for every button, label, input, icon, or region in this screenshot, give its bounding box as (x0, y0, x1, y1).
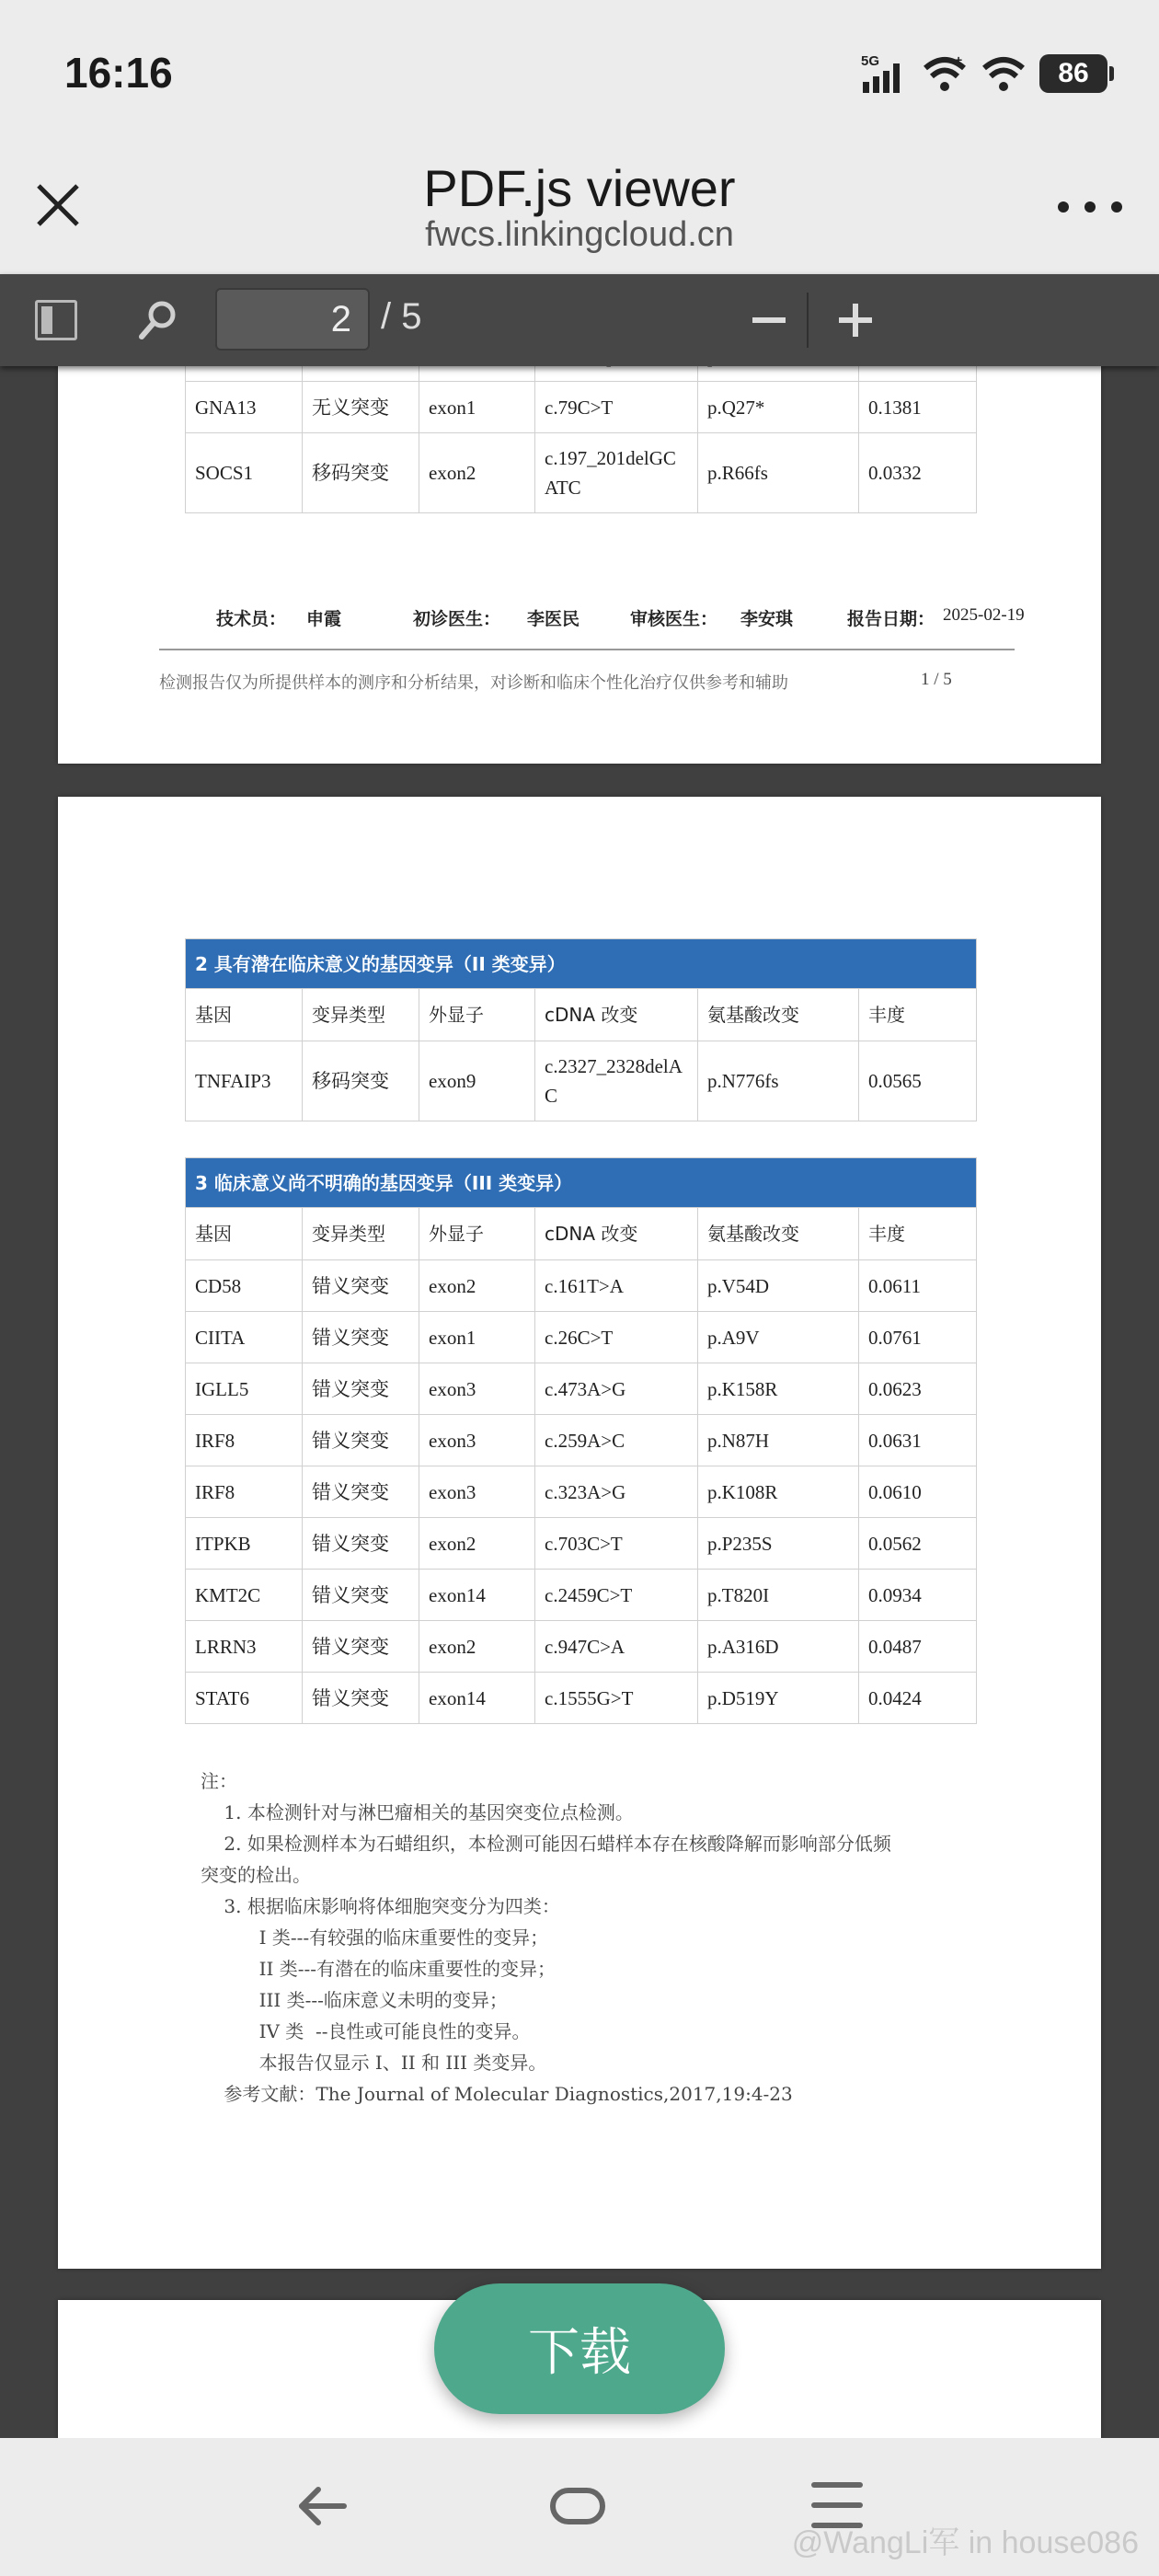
table-cell: c.947C>A (535, 1621, 698, 1673)
zoom-in-button[interactable] (832, 294, 883, 346)
table-cell: exon1 (419, 382, 535, 433)
table-cell: p.N776fs (698, 1041, 859, 1121)
table-cell: 错义突变 (303, 1570, 419, 1621)
table-cell: 错义突变 (303, 1673, 419, 1724)
table-cell: IGLL5 (186, 1363, 303, 1415)
footer-disclaimer: 检测报告仅为所提供样本的测序和分析结果，对诊断和临床个性化治疗仅供参考和辅助 (159, 673, 788, 693)
status-time: 16:16 (64, 49, 173, 97)
table-cell: p.Q27* (698, 382, 859, 433)
table-cell: p.A9V (698, 1312, 859, 1363)
table-header: 基因 (186, 1208, 303, 1260)
table-cell: IRF8 (186, 1415, 303, 1466)
table-cell: 移码突变 (303, 1041, 419, 1121)
table-cell: 0.0761 (859, 1312, 977, 1363)
page-url: fwcs.linkingcloud.cn (425, 215, 734, 254)
table-cell: exon1 (419, 1312, 535, 1363)
table-cell: SOCS1 (186, 433, 303, 513)
status-bar (0, 0, 1159, 147)
more-options-icon[interactable] (1058, 193, 1122, 221)
table-row (186, 1363, 977, 1415)
table-row (186, 1415, 977, 1466)
table-cell: 错义突变 (303, 1260, 419, 1312)
table-cell: c.79C>T (535, 382, 698, 433)
svg-text:5G: 5G (861, 53, 880, 69)
table-cell: p.T820I (698, 1570, 859, 1621)
table-cell: CIITA (186, 1312, 303, 1363)
table-cell: 错义突变 (303, 1518, 419, 1570)
table-header: 丰度 (859, 989, 977, 1041)
table-cell: ITPKB (186, 1518, 303, 1570)
note-line: 参考文献：The Journal of Molecular Diagnostics,2017,19:4-23 (201, 2083, 793, 2105)
report-notes (201, 1765, 1028, 2110)
note-line: II 类---有潜在的临床重要性的变异； (201, 1958, 557, 1980)
table-cell: c.26C>T (535, 1312, 698, 1363)
table-cell: exon9 (419, 1041, 535, 1121)
footer-divider (159, 649, 1015, 650)
table-cell: 0.0424 (859, 1673, 977, 1724)
download-button[interactable]: 下载 (434, 2283, 725, 2414)
table-cell: 0.1381 (859, 382, 977, 433)
wifi-icon (981, 53, 1027, 94)
table-cell: exon2 (419, 1518, 535, 1570)
home-icon[interactable] (550, 2488, 605, 2524)
section3-table (185, 1157, 977, 1724)
table-cell: p.R66fs (698, 433, 859, 513)
table-row (186, 1570, 977, 1621)
table-cell: c.197_201delGCATC (535, 433, 698, 513)
table-cell: exon2 (419, 433, 535, 513)
table-cell: p.D519Y (698, 1673, 859, 1724)
page-title: PDF.js viewer (423, 159, 736, 217)
battery-icon: 86 (1039, 54, 1107, 93)
table-cell: 错义突变 (303, 1312, 419, 1363)
table-cell: exon3 (419, 1363, 535, 1415)
note-line: 本报告仅显示 I、II 和 III 类变异。 (201, 2052, 547, 2074)
svg-text:+: + (955, 52, 963, 67)
table-cell: 0.0611 (859, 1260, 977, 1312)
table-header: 丰度 (859, 1208, 977, 1260)
wifi-calling-icon (922, 53, 968, 94)
back-icon[interactable] (293, 2477, 351, 2536)
table-header: 基因 (186, 989, 303, 1041)
table-cell: exon2 (419, 1621, 535, 1673)
pdf-page-1 (58, 329, 1101, 764)
table-cell: IRF8 (186, 1466, 303, 1518)
table-cell: p.K158R (698, 1363, 859, 1415)
table-header: 变异类型 (303, 1208, 419, 1260)
table-header: cDNA 改变 (535, 989, 698, 1041)
table-cell: 0.0623 (859, 1363, 977, 1415)
table-cell: exon2 (419, 1260, 535, 1312)
table-cell: 0.0934 (859, 1570, 977, 1621)
page-number-input[interactable]: 2 (215, 288, 370, 351)
table-cell: c.703C>T (535, 1518, 698, 1570)
initial-doctor-label: 初诊医生： (413, 609, 501, 629)
browser-title-bar (0, 147, 1159, 274)
table-cell: STAT6 (186, 1673, 303, 1724)
zoom-out-button[interactable] (745, 294, 797, 346)
section2-table (185, 938, 977, 1121)
table-cell: TNFAIP3 (186, 1041, 303, 1121)
table-cell: 0.0332 (859, 433, 977, 513)
system-nav-bar (0, 2438, 1159, 2576)
table-cell: 0.0631 (859, 1415, 977, 1466)
table-cell: c.473A>G (535, 1363, 698, 1415)
page-total: / 5 (381, 296, 422, 337)
table-cell: p.P235S (698, 1518, 859, 1570)
table-cell: LRRN3 (186, 1621, 303, 1673)
table-cell: 0.0487 (859, 1621, 977, 1673)
table-header: 外显子 (419, 1208, 535, 1260)
pdf-viewer[interactable] (0, 366, 1159, 2438)
section2-title: 2 具有潜在临床意义的基因变异（II 类变异） (186, 939, 977, 989)
status-icons (861, 52, 1107, 96)
tech-name: 申霞 (306, 609, 342, 629)
table-row (186, 1518, 977, 1570)
note-line: I 类---有较强的临床重要性的变异； (201, 1926, 549, 1949)
table-cell: KMT2C (186, 1570, 303, 1621)
table-cell: 错义突变 (303, 1363, 419, 1415)
note-line: 1. 本检测针对与淋巴瘤相关的基因突变位点检测。 (201, 1801, 634, 1823)
table-cell: GNA13 (186, 382, 303, 433)
table-cell: exon14 (419, 1570, 535, 1621)
table-cell: exon14 (419, 1673, 535, 1724)
table-cell: 0.0610 (859, 1466, 977, 1518)
toolbar-divider (807, 293, 809, 348)
note-line: IV 类 --良性或可能良性的变异。 (201, 2020, 531, 2042)
table-cell: 错义突变 (303, 1466, 419, 1518)
table-cell: 移码突变 (303, 433, 419, 513)
review-doctor-label: 审核医生： (630, 609, 718, 629)
table-cell: p.V54D (698, 1260, 859, 1312)
table-row (186, 1312, 977, 1363)
table-cell: p.A316D (698, 1621, 859, 1673)
table-cell: CD58 (186, 1260, 303, 1312)
initial-doctor-name: 李医民 (527, 609, 580, 629)
note-line: III 类---临床意义未明的变异； (201, 1989, 508, 2011)
table-cell: 无义突变 (303, 382, 419, 433)
sidebar-toggle-icon[interactable] (35, 300, 77, 340)
table-cell: c.2327_2328delAC (535, 1041, 698, 1121)
note-line: 3. 根据临床影响将体细胞突变分为四类： (201, 1895, 560, 1917)
table-cell: c.1555G>T (535, 1673, 698, 1724)
note-line: 突变的检出。 (201, 1864, 311, 1886)
table-row (186, 1260, 977, 1312)
table-cell: 0.0565 (859, 1041, 977, 1121)
table-header: cDNA 改变 (535, 1208, 698, 1260)
note-line: 2. 如果检测样本为石蜡组织，本检测可能因石蜡样本存在核酸降解而影响部分低频 (201, 1833, 891, 1855)
pdf-page-2 (58, 797, 1101, 2269)
table-cell: p.K108R (698, 1466, 859, 1518)
table-cell: c.259A>C (535, 1415, 698, 1466)
table-row (186, 1673, 977, 1724)
tech-label: 技术员： (216, 609, 287, 629)
table-header: 氨基酸改变 (698, 1208, 859, 1260)
table-header: 变异类型 (303, 989, 419, 1041)
table-cell: c.323A>G (535, 1466, 698, 1518)
pdf-toolbar (0, 274, 1159, 366)
table-cell: c.161T>A (535, 1260, 698, 1312)
footer-page-number: 1 / 5 (921, 670, 952, 689)
section3-title: 3 临床意义尚不明确的基因变异（III 类变异） (186, 1158, 977, 1208)
table-row (186, 1466, 977, 1518)
note-line: 注： (201, 1770, 237, 1792)
watermark: @WangLi军 in house086 (791, 2525, 1139, 2560)
table-cell: exon3 (419, 1415, 535, 1466)
cellular-signal-icon (861, 52, 909, 95)
table-cell: 0.0562 (859, 1518, 977, 1570)
table-cell: 错义突变 (303, 1621, 419, 1673)
table-cell: c.2459C>T (535, 1570, 698, 1621)
table-row (186, 1621, 977, 1673)
report-date-label: 报告日期： (847, 609, 935, 629)
table-header: 氨基酸改变 (698, 989, 859, 1041)
report-date: 2025-02-19 (943, 605, 1025, 625)
table-cell: 错义突变 (303, 1415, 419, 1466)
table-cell: p.N87H (698, 1415, 859, 1466)
search-icon[interactable] (134, 296, 182, 344)
review-doctor-name: 李安琪 (740, 609, 794, 629)
table-cell: exon3 (419, 1466, 535, 1518)
table-header: 外显子 (419, 989, 535, 1041)
